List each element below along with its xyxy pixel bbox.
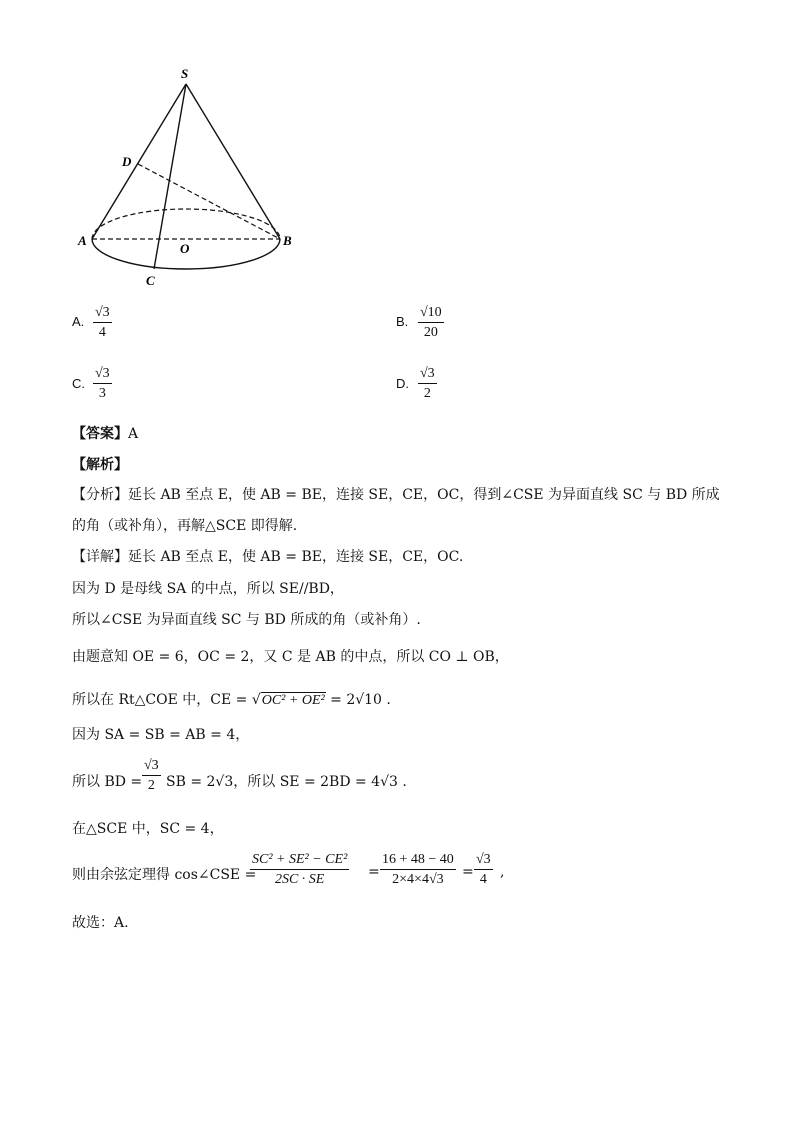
bd-fraction: $\frac{√3}{2}$ [144, 758, 159, 793]
label-a: A [78, 233, 87, 248]
detail-line-7: 所以 BD = [72, 774, 143, 790]
comma-end: , [500, 864, 505, 880]
segment-db [138, 164, 280, 239]
detail-line-6: 因为 SA = SB = AB = 4， [72, 727, 250, 743]
option-c-fraction: $\frac{√3}{3}$ [95, 366, 110, 401]
detail-line-1: 【详解】延长 AB 至点 E，使 AB = BE，连接 SE，CE，OC. [72, 549, 464, 565]
answer-tag: 【答案】 [72, 426, 128, 442]
label-c: C [146, 273, 155, 288]
answer-line [72, 423, 138, 443]
option-b-fraction: $\frac{√10}{20}$ [420, 305, 442, 340]
detail-line-5: 所以在 Rt△COE 中，CE = √OC² + OE² = 2√10 . [72, 692, 391, 708]
detail-line-8: 在△SCE 中，SC = 4， [72, 821, 224, 837]
option-a-letter: A. [72, 314, 85, 329]
answer-value: A [128, 426, 139, 442]
cone-figure [70, 60, 310, 295]
label-d: D [122, 154, 132, 169]
equals-1: = [368, 864, 380, 880]
equals-2: = [462, 864, 474, 880]
detail-line-9: 则由余弦定理得 cos∠CSE = [72, 867, 257, 883]
cos-fraction-1: $\frac{\text{SC² + SE² − CE²}}{2SC \cdot SE}$ [252, 852, 348, 887]
final-choice: 故选：A. [72, 915, 129, 931]
analysis-line-2: 的角（或补角），再解△SCE 即得解. [72, 518, 298, 534]
option-a-fraction: $\frac{√3}{4}$ [95, 305, 110, 340]
option-c-letter: C. [72, 376, 85, 391]
cos-fraction-2: $\frac{16 + 48 - 40}{2\times 4\times 4√3}$ [382, 852, 454, 887]
option-b-letter: B. [396, 314, 409, 329]
analysis-tag: 【解析】 [72, 457, 128, 473]
generatrix-sb [186, 84, 280, 239]
detail-line-2: 因为 D 是母线 SA 的中点，所以 SE//BD， [72, 581, 344, 597]
detail-line-3: 所以∠CSE 为异面直线 SC 与 BD 所成的角（或补角）. [72, 612, 421, 628]
option-d-fraction: $\frac{√3}{2}$ [420, 366, 435, 401]
detail-line-4: 由题意知 OE = 6，OC = 2，又 C 是 AB 的中点，所以 CO ⊥ OB， [72, 649, 509, 665]
label-s: S [181, 66, 189, 81]
option-d-letter: D. [396, 376, 409, 391]
label-b: B [283, 233, 292, 248]
detail-line-7b: SB = 2√3，所以 SE = 2BD = 4√3 . [166, 774, 407, 790]
cos-fraction-3: $\frac{√3}{4}$ [476, 852, 491, 887]
analysis-line-1: 【分析】延长 AB 至点 E，使 AB = BE，连接 SE，CE，OC，得到∠CSE 为异面直线 SC 与 BD 所成 [72, 487, 720, 503]
label-o: O [180, 241, 190, 256]
